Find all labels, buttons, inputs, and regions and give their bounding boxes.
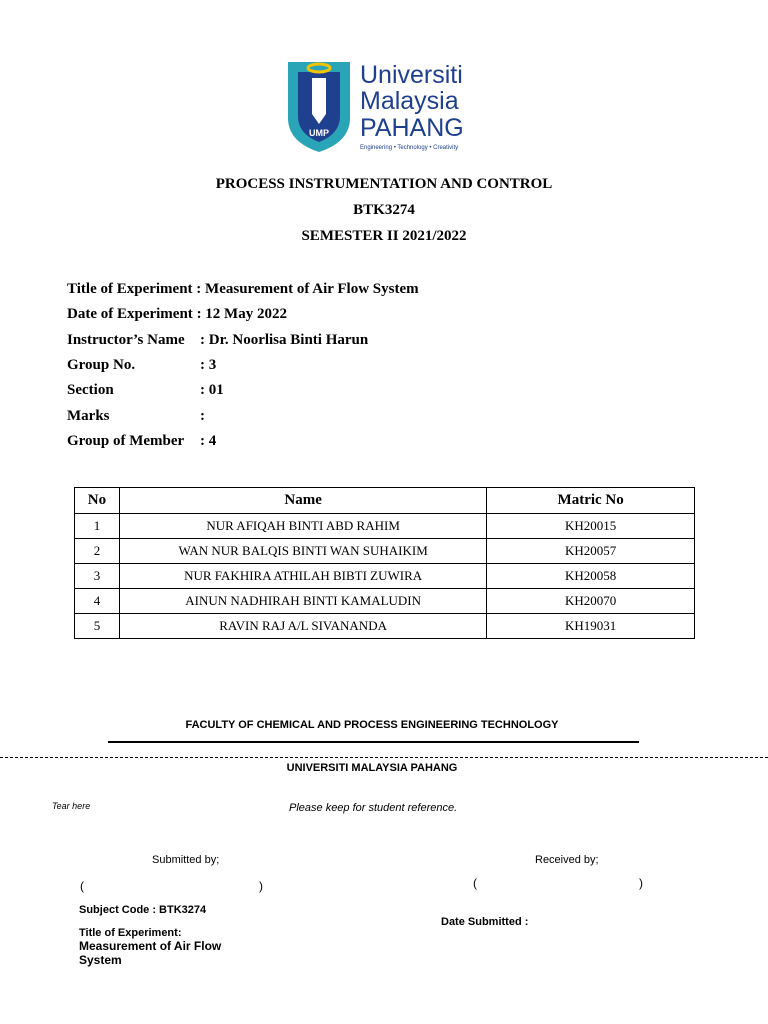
svg-text:Universiti: Universiti: [360, 61, 463, 89]
table-row: [75, 589, 695, 614]
submitted-paren-open: (: [80, 879, 84, 893]
info-row-date: [67, 302, 419, 327]
university-name: UNIVERSITI MALAYSIA PAHANG: [286, 762, 458, 774]
cell-matric: KH20058: [487, 564, 695, 589]
column-header-name: Name: [119, 488, 486, 514]
instructor-value: : Dr. Noorlisa Binti Harun: [200, 331, 369, 348]
footer-title-value-line2: System: [79, 953, 122, 967]
cell-no: 3: [75, 564, 120, 589]
university-logo: [284, 56, 484, 156]
ump-logo-graphic: [284, 56, 484, 156]
group-value: : 3: [200, 357, 217, 374]
received-by-label: Received by;: [535, 854, 599, 866]
cell-name: RAVIN RAJ A/L SIVANANDA: [119, 614, 486, 639]
experiment-info: [67, 277, 419, 454]
table-row: [75, 614, 695, 639]
info-row-instructor: [67, 328, 419, 353]
course-title: PROCESS INSTRUMENTATION AND CONTROL: [215, 176, 553, 192]
members-value: : 4: [200, 432, 217, 449]
faculty-name: FACULTY OF CHEMICAL AND PROCESS ENGINEERING TECHNOLOGY: [185, 719, 559, 731]
title-value: : Measurement of Air Flow System: [196, 281, 419, 298]
title-label: Title of Experiment: [67, 281, 193, 298]
keep-note: Please keep for student reference.: [289, 802, 458, 814]
table-row: [75, 514, 695, 539]
info-row-section: [67, 378, 419, 403]
footer-divider: [108, 741, 639, 743]
marks-value: :: [200, 407, 205, 424]
cell-no: 4: [75, 589, 120, 614]
info-row-group: [67, 353, 419, 378]
info-row-title: [67, 277, 419, 302]
section-label: Section: [67, 382, 114, 399]
instructor-label: Instructor’s Name: [67, 331, 185, 348]
members-table: [74, 487, 695, 639]
info-row-marks: [67, 403, 419, 428]
table-row: [75, 539, 695, 564]
submitted-paren-close: ): [259, 879, 263, 893]
course-code: BTK3274: [353, 202, 415, 218]
info-row-members: [67, 429, 419, 454]
tear-line: [0, 757, 768, 758]
cell-matric: KH20057: [487, 539, 695, 564]
submitted-by-label: Submitted by;: [152, 854, 220, 866]
date-label: Date of Experiment: [67, 306, 193, 323]
footer-title-value-line1: Measurement of Air Flow: [79, 939, 222, 953]
cell-matric: KH19031: [487, 614, 695, 639]
received-paren-close: ): [639, 876, 643, 890]
column-header-matric: Matric No: [487, 488, 695, 514]
column-header-no: No: [75, 488, 120, 514]
section-value: : 01: [200, 382, 224, 399]
cell-matric: KH20070: [487, 589, 695, 614]
cell-no: 1: [75, 514, 120, 539]
cell-no: 5: [75, 614, 120, 639]
semester: SEMESTER II 2021/2022: [301, 228, 467, 244]
marks-label: Marks: [67, 407, 110, 424]
cell-name: AINUN NADHIRAH BINTI KAMALUDIN: [119, 589, 486, 614]
table-header-row: [75, 488, 695, 514]
received-paren-open: (: [473, 876, 477, 890]
svg-text:Engineering • Technology • Cre: Engineering • Technology • Creativity: [360, 145, 459, 151]
svg-text:UMP: UMP: [309, 128, 329, 138]
table-row: [75, 564, 695, 589]
group-label: Group No.: [67, 357, 136, 374]
cell-no: 2: [75, 539, 120, 564]
date-value: : 12 May 2022: [196, 306, 287, 323]
subject-code: Subject Code : BTK3274: [79, 904, 207, 916]
date-submitted-label: Date Submitted :: [441, 916, 529, 928]
cell-name: NUR AFIQAH BINTI ABD RAHIM: [119, 514, 486, 539]
svg-text:PAHANG: PAHANG: [360, 114, 464, 142]
cell-name: WAN NUR BALQIS BINTI WAN SUHAIKIM: [119, 539, 486, 564]
footer-title-label: Title of Experiment:: [79, 927, 182, 939]
tear-here-label: Tear here: [52, 801, 91, 811]
svg-text:Malaysia: Malaysia: [360, 87, 459, 115]
cell-matric: KH20015: [487, 514, 695, 539]
members-label: Group of Member: [67, 432, 185, 449]
cell-name: NUR FAKHIRA ATHILAH BIBTI ZUWIRA: [119, 564, 486, 589]
